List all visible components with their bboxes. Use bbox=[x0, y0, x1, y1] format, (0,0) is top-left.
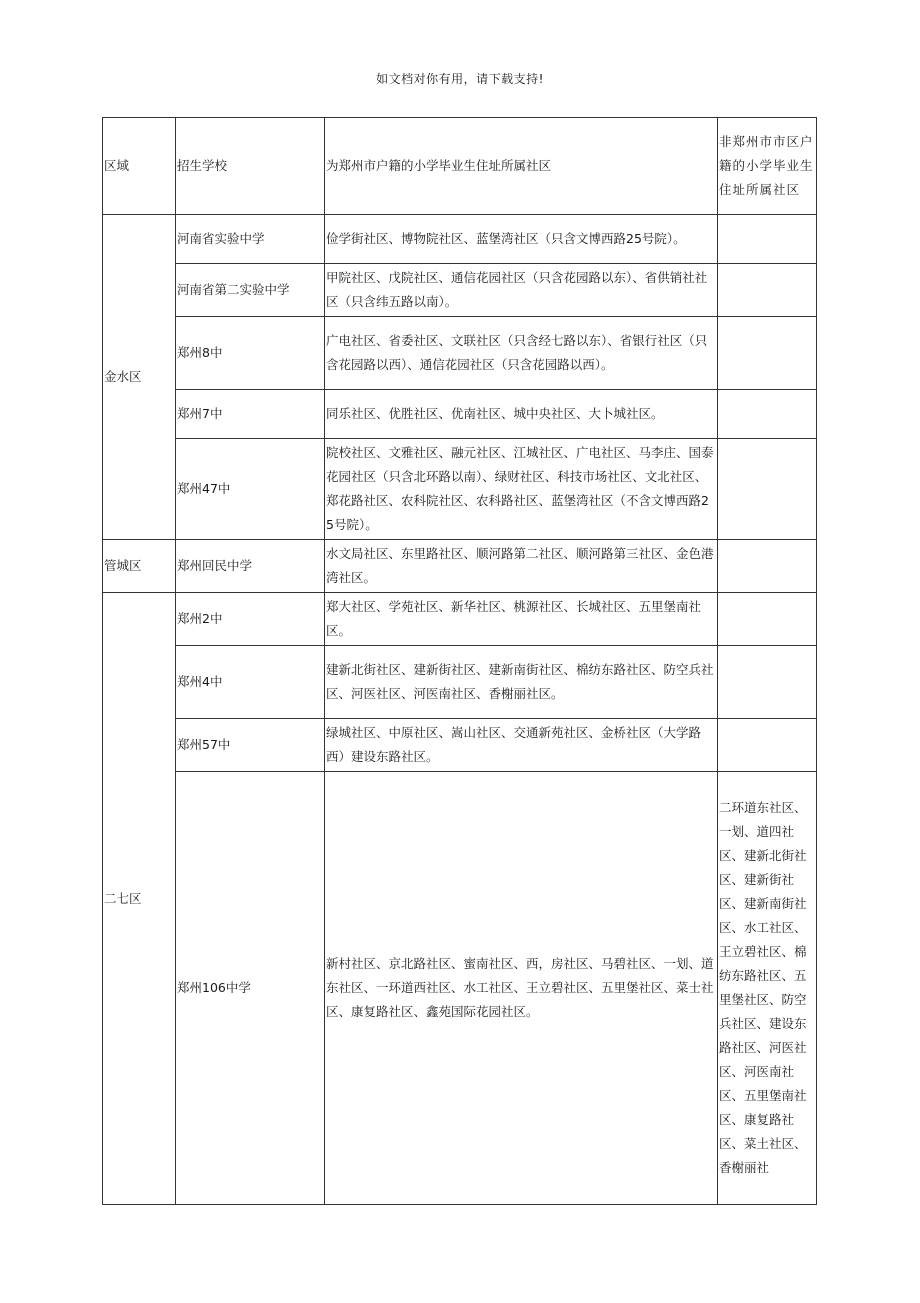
non-hukou-cell bbox=[718, 719, 817, 772]
table-row bbox=[103, 540, 817, 593]
download-note: 如文档对你有用，请下载支持! bbox=[376, 72, 544, 86]
table-row bbox=[103, 439, 817, 540]
school-cell: 郑州8中 bbox=[176, 317, 325, 390]
district-cell: 金水区 bbox=[103, 215, 176, 540]
header-school: 招生学校 bbox=[176, 118, 325, 215]
table-header-row bbox=[103, 118, 817, 215]
header-district: 区域 bbox=[103, 118, 176, 215]
non-hukou-cell bbox=[718, 540, 817, 593]
header-non-zhengzhou-hukou: 非郑州市市区户籍的小学毕业生住址所属社区 bbox=[718, 118, 817, 215]
table-row bbox=[103, 264, 817, 317]
community-cell: 建新北街社区、建新街社区、建新南街社区、棉纺东路社区、防空兵社区、河医社区、河医南社区、香榭丽社区。 bbox=[325, 646, 718, 719]
community-cell: 甲院社区、戊院社区、通信花园社区（只含花园路以东）、省供销社社区（只含纬五路以南）。 bbox=[325, 264, 718, 317]
table-row bbox=[103, 593, 817, 646]
header-zhengzhou-hukou: 为郑州市户籍的小学毕业生住址所属社区 bbox=[325, 118, 718, 215]
community-cell: 同乐社区、优胜社区、优南社区、城中央社区、大卜城社区。 bbox=[325, 390, 718, 439]
school-cell: 郑州2中 bbox=[176, 593, 325, 646]
enrollment-zone-table bbox=[102, 117, 817, 1205]
community-cell: 俭学街社区、博物院社区、蓝堡湾社区（只含文博西路25号院）。 bbox=[325, 215, 718, 264]
non-hukou-cell bbox=[718, 593, 817, 646]
school-cell: 郑州57中 bbox=[176, 719, 325, 772]
non-hukou-cell bbox=[718, 646, 817, 719]
community-cell: 绿城社区、中原社区、嵩山社区、交通新苑社区、金桥社区（大学路西）建设东路社区。 bbox=[325, 719, 718, 772]
table-row bbox=[103, 772, 817, 1205]
school-cell: 河南省实验中学 bbox=[176, 215, 325, 264]
non-hukou-cell: 二环道东社区、一划、道四社区、建新北街社区、建新街社区、建新南街社区、水工社区、王立碧社区、棉纺东路社区、五里堡社区、防空兵社区、建设东路社区、河医社区、河医南社区、五里堡南社区、康复路社区、菜土社区、香榭丽社 bbox=[718, 772, 817, 1205]
community-cell: 院校社区、文雅社区、融元社区、江城社区、广电社区、马李庄、国泰花园社区（只含北环路以南）、绿财社区、科技市场社区、文北社区、郑花路社区、农科院社区、农科路社区、蓝堡湾社区（不含文博西路25号院）。 bbox=[325, 439, 718, 540]
school-cell: 郑州106中学 bbox=[176, 772, 325, 1205]
district-cell: 二七区 bbox=[103, 593, 176, 1205]
table-row bbox=[103, 317, 817, 390]
table-row bbox=[103, 390, 817, 439]
non-hukou-cell bbox=[718, 264, 817, 317]
school-cell: 郑州4中 bbox=[176, 646, 325, 719]
school-cell: 河南省第二实验中学 bbox=[176, 264, 325, 317]
community-cell: 水文局社区、东里路社区、顺河路第二社区、顺河路第三社区、金色港湾社区。 bbox=[325, 540, 718, 593]
community-cell: 广电社区、省委社区、文联社区（只含经七路以东）、省银行社区（只含花园路以西）、通信花园社区（只含花园路以西）。 bbox=[325, 317, 718, 390]
non-hukou-cell bbox=[718, 439, 817, 540]
school-cell: 郑州47中 bbox=[176, 439, 325, 540]
district-cell: 管城区 bbox=[103, 540, 176, 593]
school-cell: 郑州7中 bbox=[176, 390, 325, 439]
school-cell: 郑州回民中学 bbox=[176, 540, 325, 593]
non-hukou-cell bbox=[718, 215, 817, 264]
table-row bbox=[103, 719, 817, 772]
table-row bbox=[103, 215, 817, 264]
community-cell: 郑大社区、学苑社区、新华社区、桃源社区、长城社区、五里堡南社区。 bbox=[325, 593, 718, 646]
community-cell: 新村社区、京北路社区、蜜南社区、西，房社区、马碧社区、一划、道东社区、一环道西社区、水工社区、王立碧社区、五里堡社区、菜士社区、康复路社区、鑫苑国际花园社区。 bbox=[325, 772, 718, 1205]
non-hukou-cell bbox=[718, 317, 817, 390]
non-hukou-cell bbox=[718, 390, 817, 439]
table-row bbox=[103, 646, 817, 719]
